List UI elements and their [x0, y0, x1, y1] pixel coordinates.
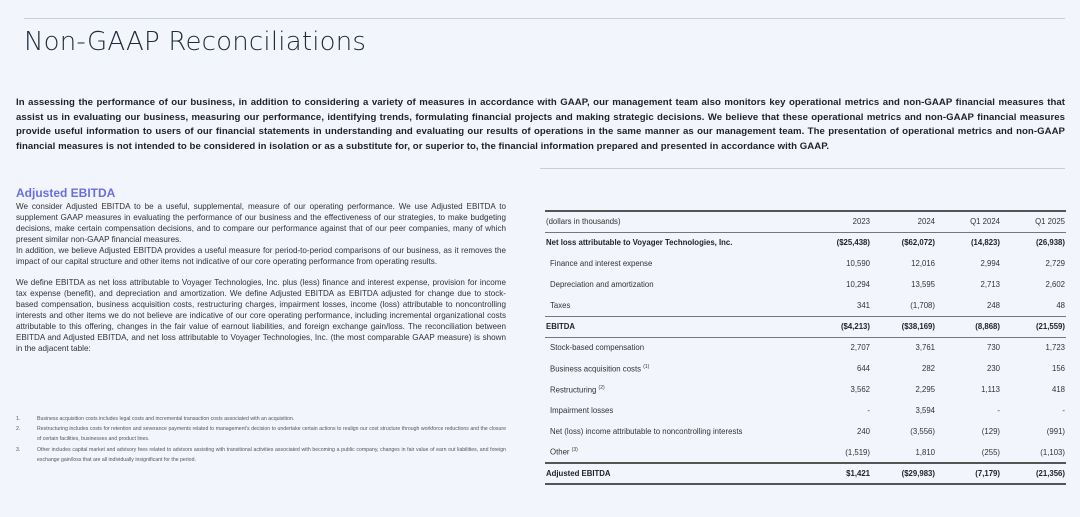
row-label-text: Stock-based compensation — [550, 343, 645, 353]
row-label-text: Depreciation and amortization — [550, 280, 654, 289]
column-header: Q1 2024 — [970, 217, 1000, 227]
cell-value: 418 — [1051, 385, 1065, 394]
column-header: 2023 — [852, 217, 870, 227]
row-label — [545, 442, 806, 463]
cell-value: ($62,072) — [901, 238, 935, 248]
top-divider — [24, 18, 1065, 19]
footnote-number: 2. — [16, 426, 21, 433]
row-label — [545, 463, 806, 484]
footnote — [16, 445, 506, 465]
body-paragraph: In addition, we believe Adjusted EBITDA provides a useful measure for period-to-period comparisons of our business, as it removes the impact of our capital structure and other items not indicative of our core operating performance from operating results. — [16, 245, 506, 266]
body-paragraph: We consider Adjusted EBITDA to be a useful, supplemental, measure of our operating performance. We use Adjusted EBITDA to supplement GAAP measures in evaluating the performance of our business and the effectiveness of our strategies, to make budgeting decisions, make certain compensation decisions, and to compare our performance against that of our peer companies, many of which present similar non-GAAP financial measures. — [16, 202, 506, 244]
footnote-ref: (2) — [598, 384, 605, 391]
cell-value: - — [997, 406, 1000, 415]
footnote-text: Restructuring includes costs for retention and severance payments related to management's decision to undertake certain actions to realign our cost structure through workforce reductions and the closure of certain facilities, businesses and product lines. — [37, 426, 506, 443]
table-row — [545, 442, 1066, 463]
section-divider — [540, 168, 1065, 169]
cell-value: (14,823) — [970, 238, 1000, 248]
footnote-ref: (1) — [643, 363, 650, 370]
cell-value: 2,707 — [850, 343, 870, 353]
column-header: (dollars in thousands) — [546, 217, 621, 227]
table-row — [545, 358, 1066, 379]
row-label-text: Taxes — [550, 300, 571, 310]
column-header: 2024 — [917, 217, 935, 227]
column-header: Q1 2025 — [1035, 217, 1065, 227]
table-row — [545, 337, 1066, 358]
row-label — [545, 232, 806, 253]
cell-value: 2,295 — [915, 385, 935, 394]
cell-value: 3,761 — [915, 343, 935, 353]
cell-value: 2,729 — [1045, 259, 1065, 268]
cell-value: 2,602 — [1045, 280, 1065, 289]
cell-value: 48 — [1056, 300, 1065, 310]
row-label-text: Net (loss) income attributable to noncontrolling interests — [550, 427, 743, 436]
table-row — [545, 274, 1066, 295]
table-row — [545, 463, 1066, 484]
table-row — [545, 232, 1066, 253]
cell-value: 644 — [856, 364, 870, 373]
reconciliation-table — [545, 210, 1066, 485]
section-body — [16, 202, 506, 355]
cell-value: 1,723 — [1045, 343, 1065, 353]
footnote-number: 1. — [16, 416, 21, 422]
cell-value: 248 — [986, 300, 1000, 310]
cell-value: 240 — [856, 427, 870, 436]
cell-value: (7,179) — [975, 469, 1000, 478]
table-row — [545, 295, 1066, 316]
footnote — [16, 424, 506, 444]
cell-value: 2,713 — [980, 280, 1000, 289]
table-header-row — [545, 211, 1066, 232]
cell-value: (26,938) — [1035, 238, 1065, 248]
cell-value: (8,868) — [975, 322, 1000, 331]
footnote-text: Other includes capital market and advisory fees related to advisors assisting with transitional activities associated with becoming a public company, changes in fair value of earn out liabilities, and foreign exchange gain/loss that are all individually insignificant for the period. — [37, 446, 506, 463]
cell-value: 1,113 — [981, 385, 1000, 394]
row-label — [545, 253, 806, 274]
row-label — [545, 358, 806, 379]
row-label — [545, 295, 806, 316]
table-row — [545, 316, 1066, 337]
cell-value: (3,556) — [910, 427, 935, 436]
cell-value: (991) — [1046, 427, 1065, 436]
footnote — [16, 414, 506, 424]
cell-value: (129) — [981, 427, 1000, 436]
cell-value: - — [1062, 406, 1065, 415]
cell-value: - — [867, 406, 870, 415]
row-label — [545, 274, 806, 295]
cell-value: 230 — [986, 364, 1000, 373]
cell-value: 2,994 — [980, 259, 1000, 268]
cell-value: (1,103) — [1040, 447, 1065, 457]
cell-value: 156 — [1051, 364, 1065, 373]
row-label-text: Impairment losses — [550, 406, 614, 415]
cell-value: (1,519) — [845, 447, 870, 457]
section-heading: Adjusted EBITDA — [16, 186, 116, 200]
cell-value: 12,016 — [911, 259, 935, 268]
footnotes — [16, 414, 506, 465]
cell-value: 341 — [856, 300, 870, 310]
table-row — [545, 253, 1066, 274]
page-title: Non-GAAP Reconciliations — [24, 27, 367, 57]
cell-value: (1,708) — [910, 300, 935, 310]
cell-value: 13,595 — [911, 280, 935, 289]
table-row — [545, 421, 1066, 442]
row-label — [545, 316, 806, 337]
cell-value: (21,559) — [1035, 322, 1065, 331]
table-row — [545, 379, 1066, 400]
row-label — [545, 337, 806, 358]
row-label-text: Adjusted EBITDA — [546, 469, 611, 478]
cell-value: ($38,169) — [901, 322, 935, 331]
cell-value: 10,294 — [846, 280, 870, 289]
row-label — [545, 400, 806, 421]
cell-value: (255) — [981, 447, 1000, 457]
row-label-text: Net loss attributable to Voyager Technologies, Inc. — [546, 238, 733, 248]
table-row — [545, 400, 1066, 421]
cell-value: (21,356) — [1035, 469, 1065, 478]
footnote-text: Business acquisition costs includes legal costs and incremental transaction costs associated with an acquisition. — [37, 416, 295, 422]
cell-value: 282 — [921, 364, 935, 373]
footnote-number: 3. — [16, 446, 21, 453]
footnote-ref: (3) — [571, 447, 578, 454]
row-label — [545, 421, 806, 442]
cell-value: 3,594 — [915, 406, 935, 415]
row-label-text: Business acquisition costs — [550, 364, 642, 374]
cell-value: ($25,438) — [836, 238, 870, 248]
row-label-text: Finance and interest expense — [550, 259, 653, 268]
row-label-text: EBITDA — [546, 322, 576, 331]
row-label-text: Restructuring — [550, 385, 597, 395]
intro-paragraph: In assessing the performance of our business, in addition to considering a variety of measures in accordance with GAAP, our management team also monitors key operational metrics and non-GAAP financial measures that assist us in evaluating our business, measuring our performance, identifying trends, formulating financial projects and making strategic decisions. We believe that these operational metrics and non-GAAP financial measures provide useful information to users of our financial statements in understanding and evaluating our results of operations in the same manner as our management team. The presentation of operational metrics and non-GAAP financial measures is not intended to be considered in isolation or as a substitute for, or superior to, the financial information prepared and presented in accordance with GAAP. — [16, 97, 1065, 152]
cell-value: $1,421 — [846, 469, 870, 478]
cell-value: ($29,983) — [901, 469, 935, 478]
cell-value: 10,590 — [846, 259, 870, 268]
body-paragraph: We define EBITDA as net loss attributable to Voyager Technologies, Inc. plus (less) finance and interest expense, provision for income tax expense (benefit), and depreciation and amortization. We define Adjusted EBITDA as EBITDA adjusted for change due to stock-based compensation, business acquisition costs, restructuring charges, impairment losses, income (loss) attributable to noncontrolling interests and other items we do not believe are indicative of our core operating performance, including incremental organizational costs attributable to this offering, changes in the fair value of earnout liabilities, and foreign exchange gain/loss. The reconciliation between EBITDA and Adjusted EBITDA, and net loss attributable to Voyager Technologies, Inc. (the most comparable GAAP measure) is shown in the adjacent table: — [16, 278, 506, 353]
cell-value: 3,562 — [850, 385, 870, 394]
row-label-text: Other — [550, 447, 570, 457]
row-label — [545, 379, 806, 400]
cell-value: ($4,213) — [840, 322, 870, 331]
cell-value: 1,810 — [915, 447, 935, 457]
cell-value: 730 — [986, 343, 1000, 353]
